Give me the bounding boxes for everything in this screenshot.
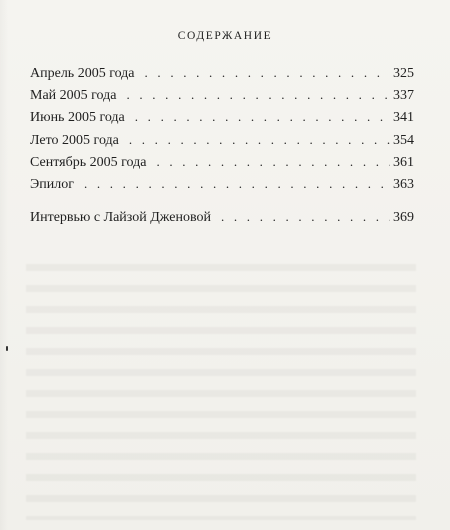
toc-entry-page: 337 [393, 88, 414, 104]
toc-entry-page: 354 [393, 132, 414, 148]
toc-entry-interview [30, 206, 414, 228]
toc-entry-page: 369 [393, 210, 414, 225]
toc-entry-page: 363 [393, 176, 414, 192]
toc-extra [30, 206, 414, 228]
toc-entry [30, 151, 414, 173]
leader-dots [145, 62, 390, 84]
leader-dots [126, 84, 390, 106]
margin-mark [6, 346, 8, 351]
toc-entry-title: Сентябрь 2005 года [30, 154, 147, 170]
toc-list [30, 62, 414, 195]
toc-entry-title: Июнь 2005 года [30, 110, 125, 126]
bleed-through-text [26, 250, 416, 520]
toc-entry [30, 129, 414, 151]
toc-entry [30, 84, 414, 106]
leader-dots [221, 206, 390, 228]
toc-entry-page: 361 [393, 154, 414, 170]
toc-entry-title: Эпилог [30, 176, 74, 192]
toc-entry [30, 173, 414, 195]
leader-dots [135, 106, 390, 128]
toc-heading: СОДЕРЖАНИЕ [177, 30, 273, 42]
toc-entry-title: Интервью с Лайзой Дженовой [30, 210, 211, 225]
leader-dots [84, 173, 390, 195]
toc-entry-title: Май 2005 года [30, 88, 117, 104]
toc-entry [30, 62, 414, 84]
toc-entry-title: Лето 2005 года [30, 132, 119, 148]
toc-entry-page: 325 [393, 66, 414, 81]
leader-dots [156, 151, 390, 173]
leader-dots [129, 129, 390, 151]
toc-entry-page: 341 [393, 110, 414, 126]
toc-entry [30, 106, 414, 128]
toc-entry-title: Апрель 2005 года [30, 66, 135, 81]
